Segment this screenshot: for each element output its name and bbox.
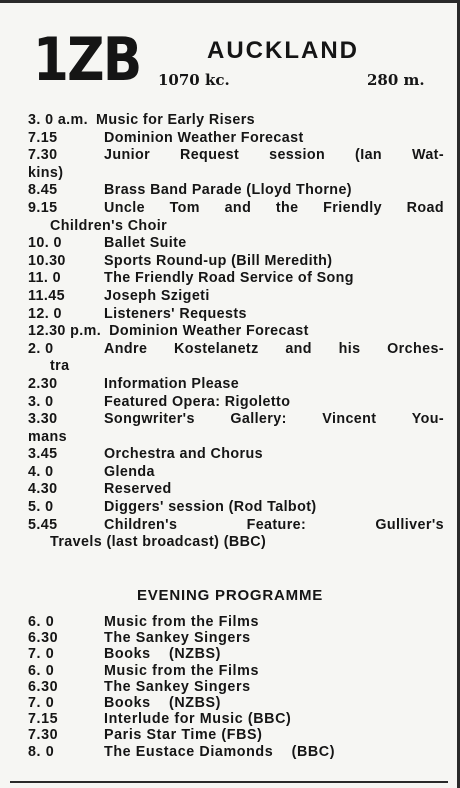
station-callsign: 1ZB [33, 25, 141, 95]
entry-time: 9.15 [28, 199, 58, 216]
entry-time: 7.30 [28, 147, 58, 164]
schedule-entry [28, 235, 444, 253]
entry-program: The Sankey Singers [104, 630, 251, 647]
entry-program: The Eustace Diamonds (BBC) [104, 743, 336, 760]
entry-time: 5.45 [28, 516, 58, 533]
schedule-entry [28, 200, 444, 218]
entry-time: 7.30 [28, 727, 59, 744]
entry-program: Dominion Weather Forecast [109, 323, 309, 340]
entry-program: Interlude for Music (BBC) [104, 711, 292, 728]
entry-time: 11.45 [28, 287, 65, 304]
schedule-entry [28, 499, 444, 517]
entry-time: 11. 0 [28, 270, 62, 287]
schedule-entry [28, 182, 444, 200]
entry-time: 6. 0 [28, 662, 55, 679]
schedule-entry [28, 663, 444, 679]
schedule-entry [28, 147, 444, 165]
schedule-entry [28, 376, 444, 394]
schedule-entry [28, 341, 444, 359]
entry-time: 12.30 p.m. [28, 323, 102, 340]
schedule-entry [28, 288, 444, 306]
entry-program: The Sankey Singers [104, 678, 251, 695]
entry-program: Uncle Tom and the Friendly Road [104, 199, 444, 216]
entry-program: Junior Request session (Ian Wat- [104, 147, 444, 164]
entry-program: Music from the Films [104, 662, 259, 679]
schedule-entry [28, 711, 444, 727]
entry-time: 4. 0 [28, 463, 54, 480]
schedule-entry [28, 744, 444, 760]
entry-time: 6.30 [28, 678, 59, 695]
daytime-schedule [28, 112, 444, 552]
entry-program: Books (NZBS) [104, 646, 222, 663]
entry-continuation: Children's Choir [50, 217, 168, 234]
schedule-entry [28, 614, 444, 630]
entry-program: Dominion Weather Forecast [104, 129, 304, 146]
entry-time: 7.15 [28, 711, 59, 728]
entry-time: 10.30 [28, 252, 66, 269]
entry-time: 12. 0 [28, 305, 62, 322]
entry-program: Diggers' session (Rod Talbot) [104, 499, 317, 516]
bottom-rule [10, 781, 448, 783]
schedule-entry [28, 306, 444, 324]
entry-program: Glenda [104, 463, 155, 480]
entry-time: 7.15 [28, 129, 58, 146]
entry-time: 7. 0 [28, 646, 55, 663]
schedule-entry [28, 411, 444, 429]
schedule-entry [28, 394, 444, 412]
entry-time: 6.30 [28, 630, 59, 647]
entry-time: 8. 0 [28, 743, 55, 760]
schedule-entry [28, 446, 444, 464]
entry-time: 4.30 [28, 481, 58, 498]
entry-program: Music for Early Risers [96, 112, 256, 128]
entry-program: Orchestra and Chorus [104, 446, 263, 463]
entry-program: Children's Feature: Gulliver's [104, 516, 444, 533]
entry-continuation: Travels (last broadcast) (BBC) [50, 534, 267, 551]
entry-time: 10. 0 [28, 235, 62, 252]
entry-program: The Friendly Road Service of Song [104, 270, 354, 287]
entry-program: Books (NZBS) [104, 695, 222, 712]
entry-time: 2. 0 [28, 340, 54, 357]
station-frequency: 1070 kc. [158, 71, 230, 89]
schedule-entry [28, 253, 444, 271]
entry-time: 3. 0 [28, 393, 54, 410]
schedule-entry [28, 630, 444, 646]
entry-time: 3.30 [28, 411, 58, 428]
schedule-entry [28, 112, 444, 130]
schedule-entry [28, 464, 444, 482]
entry-program: Ballet Suite [104, 235, 187, 252]
entry-continuation: tra [50, 358, 70, 375]
entry-program: Reserved [104, 481, 172, 498]
entry-continuation: mans [28, 428, 67, 445]
entry-program: Andre Kostelanetz and his Orches- [104, 340, 444, 357]
entry-time: 2.30 [28, 375, 58, 392]
entry-program: Sports Round-up (Bill Meredith) [104, 252, 333, 269]
schedule-entry [28, 130, 444, 148]
entry-time: 7. 0 [28, 695, 55, 712]
entry-program: Joseph Szigeti [104, 287, 210, 304]
entry-program: Information Please [104, 375, 240, 392]
schedule-entry [28, 323, 444, 341]
schedule-entry [28, 646, 444, 662]
entry-time: 6. 0 [28, 614, 55, 630]
entry-time: 3.45 [28, 446, 58, 463]
schedule-entry [28, 517, 444, 535]
entry-time: 5. 0 [28, 499, 54, 516]
entry-program: Featured Opera: Rigoletto [104, 393, 291, 410]
schedule-entry [28, 270, 444, 288]
entry-program: Listeners' Requests [104, 305, 247, 322]
entry-continuation: kins) [28, 164, 64, 181]
evening-heading: EVENING PROGRAMME [136, 587, 324, 604]
station-city: AUCKLAND [207, 37, 359, 64]
evening-schedule [28, 614, 444, 760]
entry-program: Brass Band Parade (Lloyd Thorne) [104, 182, 352, 199]
station-wavelength: 280 m. [367, 71, 425, 89]
entry-time: 3. 0 a.m. [28, 112, 89, 128]
schedule-entry [28, 481, 444, 499]
entry-time: 8.45 [28, 182, 58, 199]
entry-program: Songwriter's Gallery: Vincent You- [104, 411, 444, 428]
entry-program: Music from the Films [104, 614, 259, 630]
station-header [0, 0, 460, 112]
schedule-entry [28, 695, 444, 711]
schedule-entry [28, 727, 444, 743]
schedule-entry [28, 679, 444, 695]
entry-program: Paris Star Time (FBS) [104, 727, 263, 744]
